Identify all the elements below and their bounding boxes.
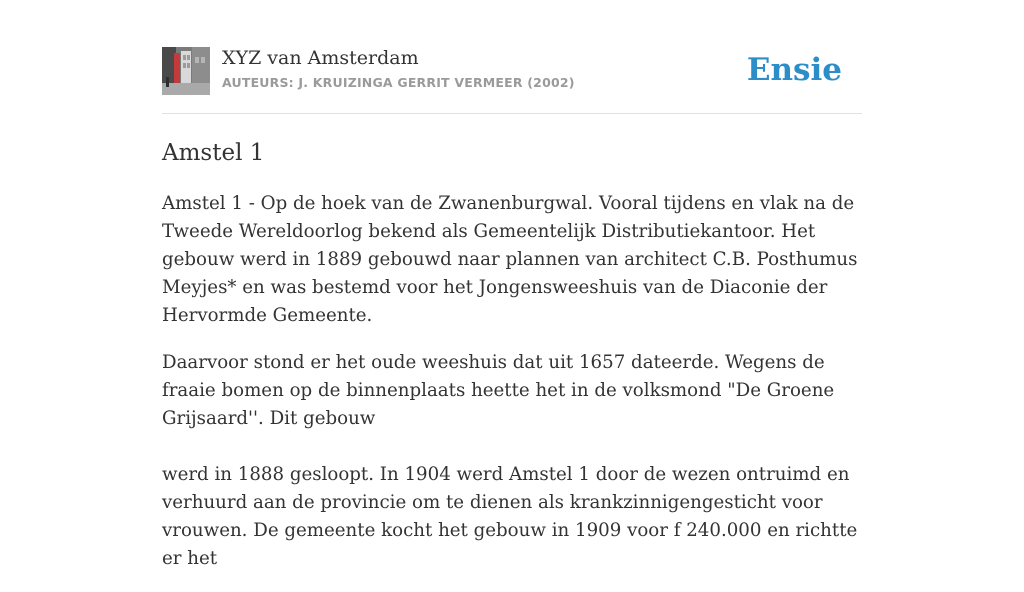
page <box>162 0 862 569</box>
article-body <box>162 190 864 592</box>
street-photo-icon <box>162 47 210 95</box>
article-paragraph-1: Amstel 1 - Op de hoek van de Zwanenburgwal. Vooral tijdens en vlak na de Tweede Wereldoorlog bekend als Gemeentelijk Distributiekantoor. Het gebouw werd in 1889 gebouwd naar plannen van architect C.B. Posthumus Meyjes* en was bestemd voor het Jongensweeshuis van de Diaconie der Hervormde Gemeente. <box>162 193 858 326</box>
source-header <box>162 0 862 114</box>
source-title[interactable]: XYZ van Amsterdam <box>222 47 419 69</box>
ensie-logo[interactable]: Ensie <box>746 52 842 88</box>
source-avatar[interactable] <box>162 47 210 95</box>
authors-line: AUTEURS: J. KRUIZINGA GERRIT VERMEER (2002) <box>222 75 575 90</box>
article-title: Amstel 1 <box>162 140 265 166</box>
article-paragraph-2: Daarvoor stond er het oude weeshuis dat uit 1657 dateerde. Wegens de fraaie bomen op de binnenplaats heette het in de volksmond "De Groene Grijsaard''. Dit gebouw <box>162 352 835 429</box>
article-paragraph-3: werd in 1888 gesloopt. In 1904 werd Amstel 1 door de wezen ontruimd en verhuurd aan de provincie om te dienen als krankzinnigengesticht voor vrouwen. De gemeente kocht het gebouw in 1909 voor f 240.000 en richtte er het <box>162 464 858 569</box>
